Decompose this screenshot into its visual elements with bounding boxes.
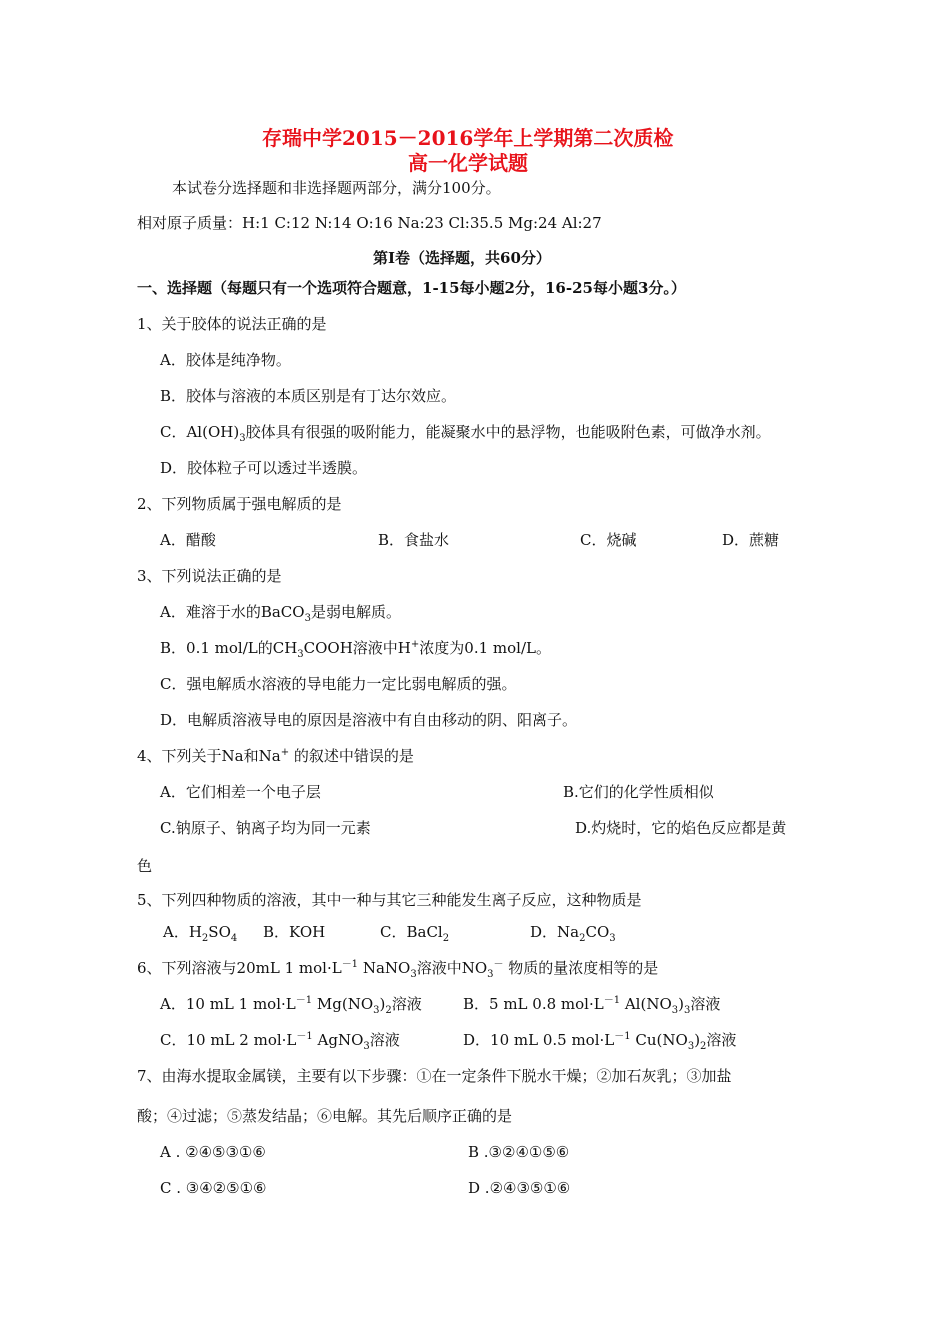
q7-option-a: A . ②④⑤③①⑥ bbox=[160, 1143, 266, 1161]
q7-option-b: B .③②④①⑤⑥ bbox=[468, 1143, 570, 1161]
q1-option-c: C．$Al(OH)_3$胶体具有很强的吸附能力，能凝聚水中的悬浮物，也能吸附色素，可做净水剂。 bbox=[160, 423, 771, 444]
section-heading: 一、选择题（每题只有一个选项符合题意，1-15每小题2分，16-25每小题3分。） bbox=[137, 279, 686, 297]
q6-option-a: A．10 mL 1 $mol\cdot L^{-1}$ $Mg(NO_3)_2$溶液 bbox=[160, 995, 422, 1016]
exam-title-line1: 存瑞中学2015－2016学年上学期第二次质检 bbox=[262, 126, 674, 150]
q4-option-d: D.灼烧时，它的焰色反应都是黄 bbox=[575, 819, 787, 837]
q4-stem: 4、下列关于Na和Na+ 的叙述中错误的是 bbox=[137, 747, 414, 765]
q3-stem: 3、下列说法正确的是 bbox=[137, 567, 282, 585]
q6-option-d: D．10 mL 0.5 $mol\cdot L^{-1}$ $Cu(NO_3)_2$溶液 bbox=[463, 1031, 737, 1052]
exam-intro: 本试卷分选择题和非选择题两部分，满分100分。 bbox=[172, 179, 501, 197]
q6-option-b: B．5 mL 0.8 $mol\cdot L^{-1}$ $Al(NO_3)_3$溶液 bbox=[463, 995, 721, 1016]
q4-option-b: B.它们的化学性质相似 bbox=[563, 783, 714, 801]
atomic-masses: 相对原子质量：H:1 C:12 N:14 O:16 Na:23 Cl:35.5 Mg:24 Al:27 bbox=[137, 214, 602, 232]
q1-stem: 1、关于胶体的说法正确的是 bbox=[137, 315, 327, 333]
exam-title-line2: 高一化学试题 bbox=[408, 151, 528, 175]
q1-option-d: D．胶体粒子可以透过半透膜。 bbox=[160, 459, 368, 477]
q6-option-c: C．10 mL 2 $mol\cdot L^{-1}$ AgNO$_3$溶液 bbox=[160, 1031, 400, 1052]
q7-stem-line1: 7、由海水提取金属镁，主要有以下步骤：①在一定条件下脱水干燥；②加石灰乳；③加盐 bbox=[137, 1067, 732, 1085]
q2-option-d: D．蔗糖 bbox=[722, 531, 780, 549]
q4-option-c: C.钠原子、钠离子均为同一元素 bbox=[160, 819, 371, 837]
q6-stem: 6、下列溶液与20mL 1 $mol\cdot L^{-1}$ NaNO$_3$溶液中$NO_3^-$ 物质的量浓度相等的是 bbox=[137, 959, 659, 980]
q5-stem: 5、下列四种物质的溶液，其中一种与其它三种能发生离子反应，这种物质是 bbox=[137, 891, 642, 909]
q2-option-b: B．食盐水 bbox=[378, 531, 450, 549]
q5-option-d: D．$Na_2CO_3$ bbox=[530, 923, 616, 944]
part-title: 第Ⅰ卷（选择题，共60分） bbox=[373, 249, 551, 267]
q3-option-a: A．难溶于水的BaCO$_3$是弱电解质。 bbox=[160, 603, 401, 624]
q3-option-c: C．强电解质水溶液的导电能力一定比弱电解质的强。 bbox=[160, 675, 517, 693]
q3-option-d: D．电解质溶液导电的原因是溶液中有自由移动的阴、阳离子。 bbox=[160, 711, 578, 729]
q5-option-c: C．BaCl$_2$ bbox=[380, 923, 450, 944]
q2-stem: 2、下列物质属于强电解质的是 bbox=[137, 495, 342, 513]
q1-option-a: A．胶体是纯净物。 bbox=[160, 351, 291, 369]
q1-option-b: B．胶体与溶液的本质区别是有丁达尔效应。 bbox=[160, 387, 457, 405]
q2-option-a: A．醋酸 bbox=[160, 531, 216, 549]
q3-option-b: B．0.1 mol/L的$CH_3COOH$溶液中H+浓度为0.1 mol/L。 bbox=[160, 639, 551, 660]
q7-stem-line2: 酸；④过滤；⑤蒸发结晶；⑥电解。其先后顺序正确的是 bbox=[137, 1107, 513, 1125]
q4-option-a: A．它们相差一个电子层 bbox=[160, 783, 321, 801]
q7-option-c: C . ③④②⑤①⑥ bbox=[160, 1179, 267, 1197]
q5-option-a: A．$H_2SO_4$ bbox=[163, 923, 238, 944]
q4-option-d-continuation: 色 bbox=[137, 857, 153, 875]
q5-option-b: B．KOH bbox=[263, 923, 326, 941]
q2-option-c: C．烧碱 bbox=[580, 531, 637, 549]
q7-option-d: D .②④③⑤①⑥ bbox=[468, 1179, 571, 1197]
